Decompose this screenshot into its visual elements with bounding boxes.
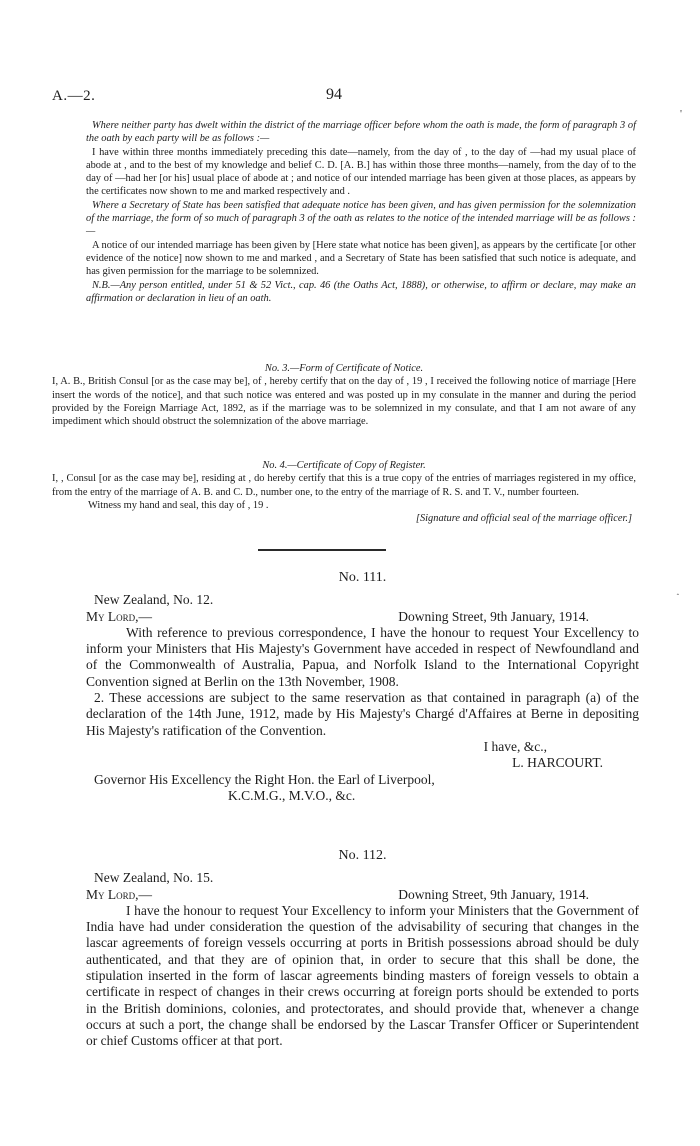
despatch-112-dateline: Downing Street, 9th January, 1914. [398, 886, 589, 902]
despatch-112-para-1: I have the honour to request Your Excellency to inform your Ministers that the Government of India have had under consideration the question of the advisability of securing that changes in the lascar agreements of foreign vessels occurring at ports in British possessions abroad should be duly authenticated, and that they are of opinion that, in order to secure that this shall be done, the stipulation inserted in the form of lascar agreements binding masters of foreign vessels to obtain a certificate in respect of changes in their crews occurring at foreign ports should be extended to ports in the British dominions, colonies, and protectorates, and should provide that, whenever a change occurs at such a port, the change shall be endorsed by the Lascar Transfer Officer or Superintendent or chief Customs officer at that port. [86, 902, 639, 1049]
despatch-111-para-2: 2. These accessions are subject to the same reservation as that contained in paragraph (a) of the declaration of the 14th June, 1912, made by His Majesty's Chargé d'Affaires at Berne in depositing His Majesty's ratification of the Convention. [86, 690, 639, 738]
oath-forms-section [86, 119, 636, 305]
report-reference: A.—2. [52, 88, 96, 104]
oath-paragraph-2: A notice of our intended marriage has been given by [Here state what notice has been given], as appears by the certificate [or other evidence of the notice] now shown to me and marked , and a Secretary of State has been satisfied that such notice is adequate, and has given permission for the marriage to be solemnized. [86, 239, 636, 278]
despatch-112-salutation-row [86, 887, 639, 903]
despatch-111-dateline: Downing Street, 9th January, 1914. [398, 608, 589, 624]
despatch-112-salutation: My Lord,— [86, 886, 153, 902]
form-4-signature: [Signature and official seal of the marriage officer.] [415, 513, 632, 525]
despatch-111 [86, 570, 639, 804]
despatch-111-ref: New Zealand, No. 12. [94, 592, 214, 608]
despatch-111-signer: L. HARCOURT. [512, 755, 603, 771]
form-4-section [52, 459, 636, 525]
margin-mark: ˰ [676, 584, 680, 596]
despatch-112 [86, 848, 639, 1050]
form-4-title: No. 4.—Certificate of Copy of Register. [262, 460, 426, 471]
despatch-111-number: No. 111. [338, 570, 387, 585]
form-3-body: I, A. B., British Consul [or as the case may be], of , hereby certify that on the day of , 19 , I received the following notice of marriage [Here insert the words of the notice], and that such notice was entered and was posted up in my consulate in the manner and during the period provided by the Foreign Marriage Act, 1892, as if the marriage was to be solemnized in my consulate, and that I am not aware of any impediment which should obstruct the solemnization of the above marriage. [52, 376, 636, 428]
form-4-witness: Witness my hand and seal, this day of , 19 . [88, 499, 269, 511]
oath-paragraph-1: I have within three months immediately preceding this date—namely, from the day of , to the day of —had my usual place of abode at , and to the best of my knowledge and belief C. D. [A. B.] has within those three months—namely, from the day of to the day of —had her [or his] usual place of abode at ; and notice of our intended marriage has been given at those places, as appears by the certificates now shown to me and marked respectively and . [86, 146, 636, 198]
form-3-section [52, 362, 636, 428]
oath-intro-2: Where a Secretary of State has been satisfied that adequate notice has been given, and has given permission for the solemnization of the marriage, the form of so much of paragraph 3 of the oath as relates to the notice of the intended marriage will be as follows :— [86, 199, 636, 238]
despatch-111-closing: I have, &c., [483, 738, 547, 754]
despatch-112-ref: New Zealand, No. 15. [94, 870, 214, 886]
section-divider [258, 549, 386, 551]
form-3-title: No. 3.—Form of Certificate of Notice. [264, 363, 424, 374]
form-4-body: I, , Consul [or as the case may be], residing at , do hereby certify that this is a true copy of the entries of marriages registered in my office, from the entry of the marriage of A. B. and C. D., number one, to the entry of the marriage of R. S. and T. V., number fourteen. [52, 473, 636, 498]
despatch-111-addressee-1: Governor His Excellency the Right Hon. the Earl of Liverpool, [94, 771, 435, 787]
despatch-111-salutation: My Lord,— [86, 608, 153, 624]
oath-intro: Where neither party has dwelt within the district of the marriage officer before whom the oath is made, the form of paragraph 3 of the oath by each party will be as follows :— [86, 120, 636, 145]
margin-mark: ' [680, 108, 682, 120]
oath-nb: N.B.—Any person entitled, under 51 & 52 Vict., cap. 46 (the Oaths Act, 1888), or otherwise, to affirm or declare, may make an affirmation or declaration in lieu of an oath. [86, 279, 636, 304]
despatch-111-salutation-row [86, 609, 639, 625]
despatch-111-addressee-2: K.C.M.G., M.V.O., &c. [228, 787, 356, 803]
page-number: 94 [326, 86, 342, 103]
despatch-111-para-1: With reference to previous correspondence, I have the honour to request Your Excellency to inform your Ministers that His Majesty's Government have acceded in respect of Newfoundland and of the Commonwealth of Australia, Papua, and Norfolk Island to the International Copyright Convention signed at Berlin on the 13th November, 1908. [86, 624, 639, 689]
despatch-112-number: No. 112. [338, 848, 387, 863]
